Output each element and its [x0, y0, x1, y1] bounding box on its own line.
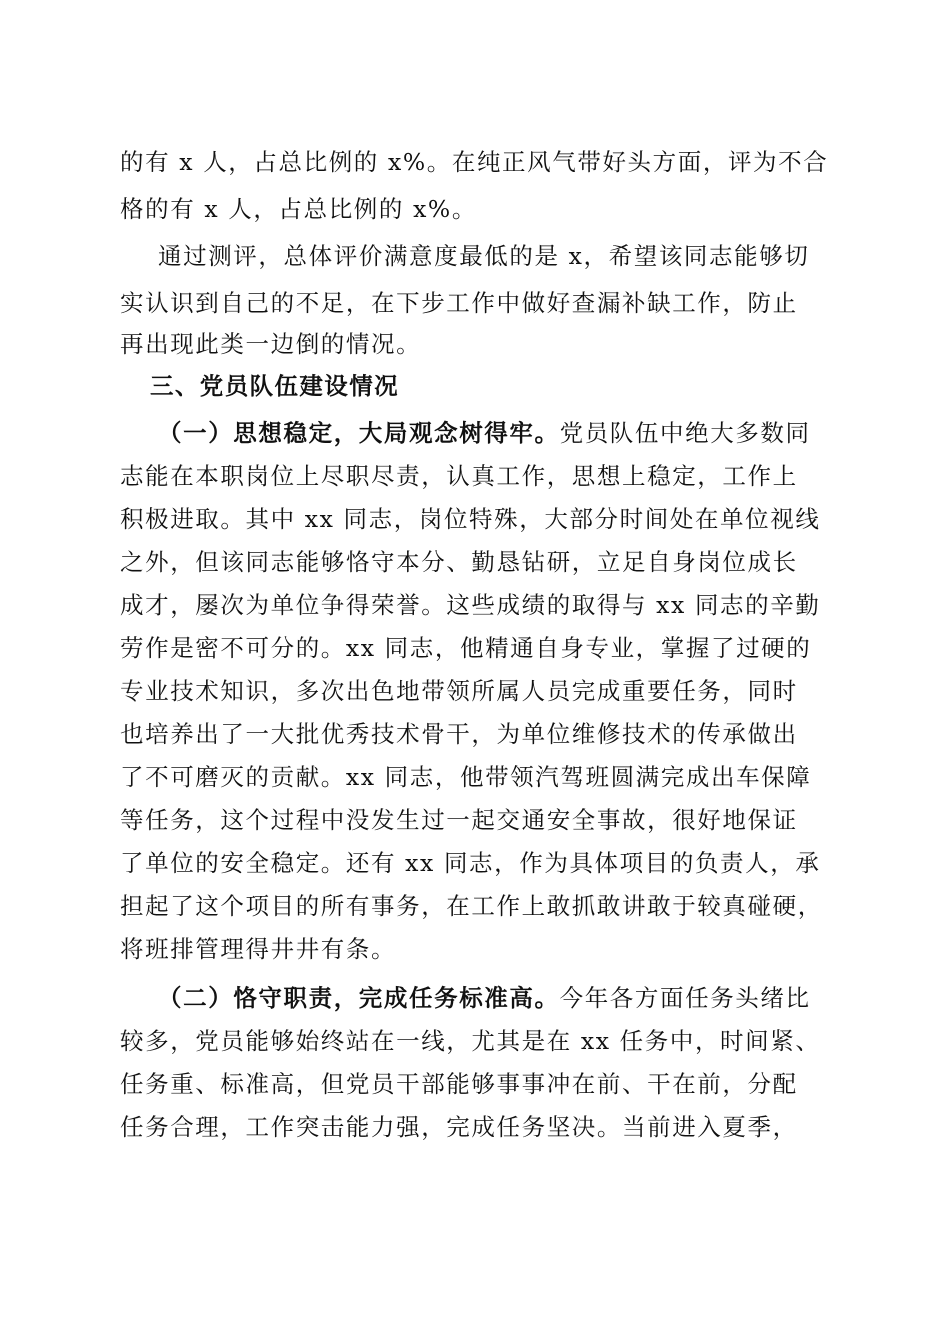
paragraph-line: 成才，屡次为单位争得荣誉。这些成绩的取得与 xx 同志的辛勤 [120, 591, 821, 619]
paragraph-line: 也培养出了一大批优秀技术骨干，为单位维修技术的传承做出 [120, 720, 798, 748]
paragraph-line: 实认识到自己的不足，在下步工作中做好查漏补缺工作，防止 [120, 289, 798, 317]
paragraph-line [158, 978, 840, 1018]
paragraph-line: 专业技术知识，多次出色地带领所属人员完成重要任务，同时 [120, 677, 798, 705]
paragraph-line: 等任务，这个过程中没发生过一起交通安全事故，很好地保证 [120, 806, 798, 834]
paragraph-line: 任务重、标准高，但党员干部能够事事冲在前、干在前，分配 [120, 1070, 798, 1098]
paragraph-line: 较多，党员能够始终站在一线，尤其是在 xx 任务中，时间紧、 [120, 1027, 821, 1055]
paragraph-line: 任务合理，工作突击能力强，完成任务坚决。当前进入夏季， [120, 1113, 798, 1141]
paragraph-text: 今年各方面任务头绪比 [559, 984, 811, 1012]
paragraph-line: 了不可磨灭的贡献。xx 同志，他带领汽驾班圆满完成出车保障 [120, 763, 812, 791]
paragraph-line: 的有 x 人，占总比例的 x%。在纯正风气带好头方面，评为不合 [120, 148, 829, 176]
section-heading: 三、党员队伍建设情况 [150, 372, 399, 400]
paragraph-line: 了单位的安全稳定。还有 xx 同志，作为具体项目的负责人，承 [120, 849, 821, 877]
subsection-heading: （二）恪守职责，完成任务标准高。 [158, 984, 560, 1012]
paragraph-line: 格的有 x 人，占总比例的 x%。 [120, 195, 477, 223]
paragraph-line: 积极进取。其中 xx 同志，岗位特殊，大部分时间处在单位视线 [120, 505, 821, 533]
paragraph-line: 再出现此类一边倒的情况。 [120, 330, 422, 358]
paragraph-line [158, 413, 840, 453]
paragraph-line: 通过测评，总体评价满意度最低的是 x，希望该同志能够切 [158, 242, 810, 270]
paragraph-line: 担起了这个项目的所有事务，在工作上敢抓敢讲敢于较真碰硬， [120, 892, 823, 920]
paragraph-line: 志能在本职岗位上尽职尽责，认真工作，思想上稳定，工作上 [120, 462, 798, 490]
paragraph-line: 之外，但该同志能够恪守本分、勤恳钻研，立足自身岗位成长 [120, 548, 798, 576]
paragraph-text: 党员队伍中绝大多数同 [559, 419, 811, 447]
paragraph-line: 将班排管理得井井有条。 [120, 935, 397, 963]
paragraph-line: 劳作是密不可分的。xx 同志，他精通自身专业，掌握了过硬的 [120, 634, 812, 662]
subsection-heading: （一）思想稳定，大局观念树得牢。 [158, 419, 560, 447]
